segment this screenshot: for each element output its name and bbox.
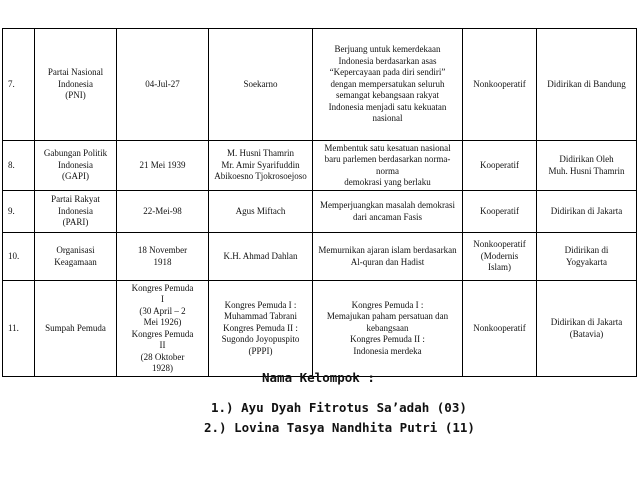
founders: K.H. Ahmad Dahlan <box>209 233 313 281</box>
organization-name: Sumpah Pemuda <box>35 281 117 377</box>
founders: Soekarno <box>209 29 313 141</box>
notes: Didirikan di Jakarta (Batavia) <box>537 281 637 377</box>
goal: Memurnikan ajaran islam berdasarkan Al-quran dan Hadist <box>313 233 463 281</box>
goal: Membentuk satu kesatuan nasional baru parlemen berdasarkan norma- norma demokrasi yang berlaku <box>313 141 463 191</box>
group-member: 2.) Lovina Tasya Nandhita Putri (11) <box>204 420 475 435</box>
row-number: 7. <box>3 29 35 141</box>
founders: M. Husni Thamrin Mr. Amir Syarifuddin Abikoesno Tjokrosoejoso <box>209 141 313 191</box>
organization-name: Partai Rakyat Indonesia (PARI) <box>35 191 117 233</box>
row-number: 9. <box>3 191 35 233</box>
nature: Nonkooperatif <box>463 281 537 377</box>
row-number: 11. <box>3 281 35 377</box>
group-member: 1.) Ayu Dyah Fitrotus Sa’adah (03) <box>211 400 467 415</box>
row-number: 10. <box>3 233 35 281</box>
goal: Kongres Pemuda I : Memajukan paham persatuan dan kebangsaan Kongres Pemuda II : Indonesia merdeka <box>313 281 463 377</box>
table-row <box>3 233 637 281</box>
notes: Didirikan di Yogyakarta <box>537 233 637 281</box>
group-title: Nama Kelompok : <box>262 370 375 385</box>
founding-date: 04-Jul-27 <box>117 29 209 141</box>
notes: Didirikan di Jakarta <box>537 191 637 233</box>
founding-date: 21 Mei 1939 <box>117 141 209 191</box>
notes: Didirikan Oleh Muh. Husni Thamrin <box>537 141 637 191</box>
founders: Agus Miftach <box>209 191 313 233</box>
goal: Memperjuangkan masalah demokrasi dari ancaman Fasis <box>313 191 463 233</box>
notes: Didirikan di Bandung <box>537 29 637 141</box>
founding-date: 18 November 1918 <box>117 233 209 281</box>
nature: Nonkooperatif <box>463 29 537 141</box>
table-row <box>3 29 637 141</box>
nature: Nonkooperatif (Modernis Islam) <box>463 233 537 281</box>
founding-date: Kongres Pemuda I (30 April – 2 Mei 1926) Kongres Pemuda II (28 Oktober 1928) <box>117 281 209 377</box>
nature: Kooperatif <box>463 191 537 233</box>
organization-name: Gabungan Politik Indonesia (GAPI) <box>35 141 117 191</box>
organization-name: Organisasi Keagamaan <box>35 233 117 281</box>
row-number: 8. <box>3 141 35 191</box>
nature: Kooperatif <box>463 141 537 191</box>
goal: Berjuang untuk kemerdekaan Indonesia berdasarkan asas “Kepercayaan pada diri sendiri” dengan mempersatukan seluruh semangat kebangsaan rakyat Indonesia menjadi satu kekuatan nasional <box>313 29 463 141</box>
organization-name: Partai Nasional Indonesia (PNI) <box>35 29 117 141</box>
table-row <box>3 281 637 377</box>
founders: Kongres Pemuda I : Muhammad Tabrani Kongres Pemuda II : Sugondo Joyopuspito (PPPI) <box>209 281 313 377</box>
organizations-table <box>2 28 637 377</box>
founding-date: 22-Mei-98 <box>117 191 209 233</box>
table-row <box>3 141 637 191</box>
table-row <box>3 191 637 233</box>
